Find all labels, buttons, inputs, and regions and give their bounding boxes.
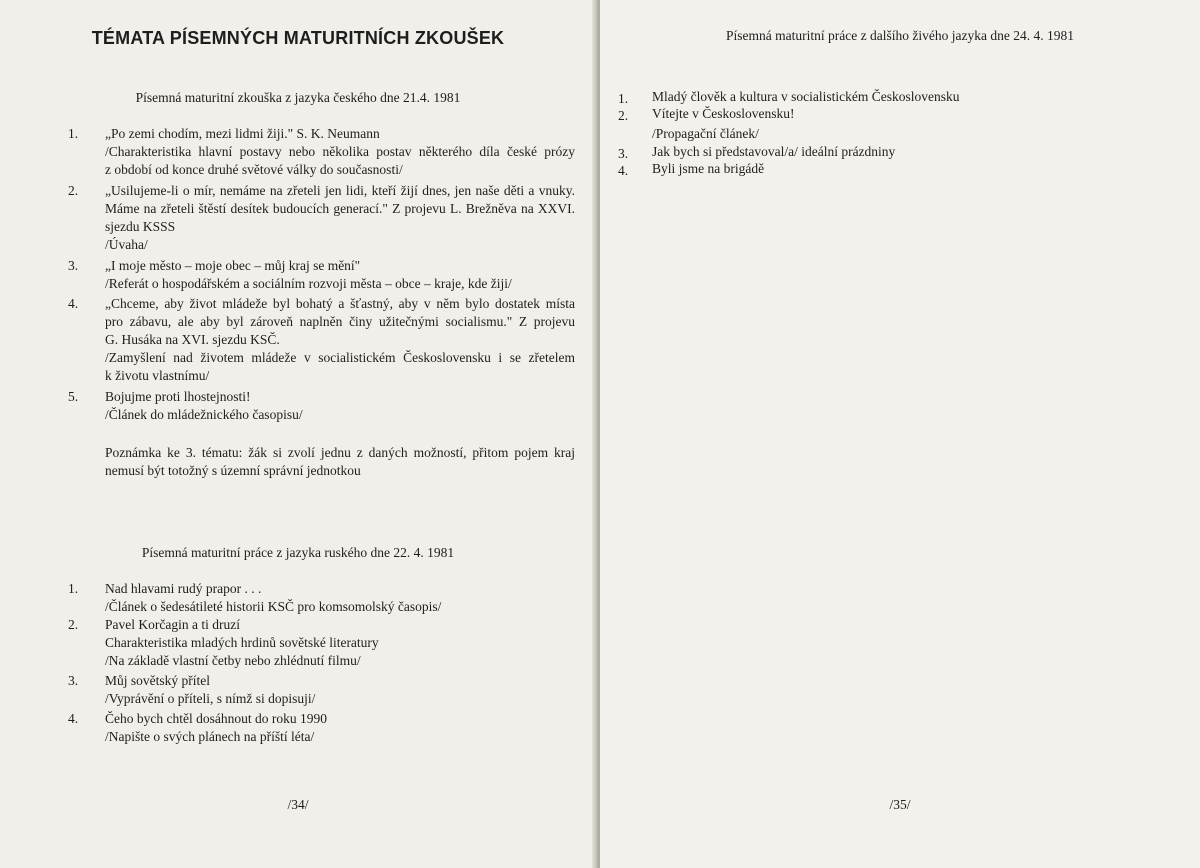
- item-number: 3.: [618, 146, 629, 161]
- topic-line: „I moje město – moje obec – můj kraj se mění": [105, 258, 361, 273]
- item-number: 4.: [618, 163, 629, 178]
- czech-topic-3: [105, 257, 575, 293]
- russian-exam-heading: Písemná maturitní práce z jazyka ruského dne 22. 4. 1981: [141, 545, 455, 560]
- topic-line: Čeho bych chtěl dosáhnout do roku 1990: [105, 711, 327, 726]
- item-number: 3.: [68, 258, 79, 273]
- item-number: 3.: [68, 673, 79, 688]
- topic-note: [105, 444, 575, 480]
- note-line: nemusí být totožný s územní správní jednotkou: [105, 463, 361, 478]
- topic-line: G. Husáka na XVI. sjezdu KSČ.: [105, 332, 280, 347]
- topic-line: Bojujme proti lhostejnosti!: [105, 389, 251, 404]
- topic-line: /Článek o šedesátileté historii KSČ pro komsomolský časopis/: [105, 599, 442, 614]
- topic-line: /Úvaha/: [105, 237, 148, 252]
- page-number-right: /35/: [889, 797, 911, 812]
- topic-line: sjezdu KSSS: [105, 219, 176, 234]
- left-page: [0, 0, 596, 868]
- page-number-left: /34/: [287, 797, 309, 812]
- item-number: 4.: [68, 296, 79, 311]
- topic-line: k životu vlastnímu/: [105, 368, 210, 383]
- topic-line: Nad hlavami rudý prapor . . .: [105, 581, 262, 596]
- other-topic-4: [652, 160, 1152, 178]
- topic-line: Charakteristika mladých hrdinů sovětské literatury: [105, 635, 379, 650]
- topic-line: Můj sovětský přítel: [105, 673, 210, 688]
- russian-topic-3: [105, 672, 575, 708]
- russian-topic-2: [105, 616, 575, 670]
- czech-exam-heading: Písemná maturitní zkouška z jazyka českého dne 21.4. 1981: [135, 90, 461, 105]
- other-topic-3: [652, 143, 1152, 161]
- topic-line: /Charakteristika hlavní postavy nebo několika postav některého díla české prózy: [105, 144, 575, 159]
- topic-line: /Propagační článek/: [652, 126, 759, 141]
- item-number: 1.: [68, 581, 79, 596]
- item-number: 1.: [618, 91, 629, 106]
- topic-line: /Na základě vlastní četby nebo zhlédnutí filmu/: [105, 653, 361, 668]
- topic-line: „Chceme, aby život mládeže byl bohatý a šťastný, aby v něm bylo dostatek místa: [105, 296, 575, 311]
- other-topic-2: [652, 105, 1152, 143]
- right-page: [600, 0, 1200, 868]
- topic-line: /Napište o svých plánech na příští léta/: [105, 729, 315, 744]
- topic-line: Mladý člověk a kultura v socialistickém Československu: [652, 89, 960, 104]
- other-topic-1: [652, 88, 1152, 106]
- item-number: 2.: [618, 108, 629, 123]
- item-number: 4.: [68, 711, 79, 726]
- note-line: Poznámka ke 3. tématu: žák si zvolí jednu z daných možností, přitom pojem kraj: [105, 445, 575, 460]
- czech-topic-4: [105, 295, 575, 385]
- item-number: 2.: [68, 617, 79, 632]
- page-title: TÉMATA PÍSEMNÝCH MATURITNÍCH ZKOUŠEK: [91, 28, 505, 48]
- item-number: 2.: [68, 183, 79, 198]
- russian-topic-4: [105, 710, 575, 746]
- item-number: 5.: [68, 389, 79, 404]
- topic-line: Máme na zřeteli štěstí desítek budoucích generací." Z projevu L. Brežněva na XXVI.: [105, 201, 575, 216]
- topic-line: Pavel Korčagin a ti druzí: [105, 617, 240, 632]
- topic-line: „Po zemi chodím, mezi lidmi žiji." S. K. Neumann: [105, 126, 380, 141]
- topic-line: /Zamyšlení nad životem mládeže v socialistickém Československu i se zřetelem: [105, 350, 575, 365]
- item-number: 1.: [68, 126, 79, 141]
- czech-topic-5: [105, 388, 575, 424]
- czech-topic-1: [105, 125, 575, 179]
- topic-line: Vítejte v Československu!: [652, 106, 795, 121]
- topic-line: Jak bych si představoval/a/ ideální prázdniny: [652, 144, 896, 159]
- russian-topic-1: [105, 580, 575, 616]
- topic-line: „Usilujeme-li o mír, nemáme na zřeteli jen lidi, kteří žijí dnes, jen naše děti a vnuky.: [105, 183, 575, 198]
- topic-line: /Vyprávění o příteli, s nímž si dopisuji/: [105, 691, 316, 706]
- other-language-exam-heading: Písemná maturitní práce z dalšího živého jazyka dne 24. 4. 1981: [726, 28, 1074, 43]
- topic-line: Byli jsme na brigádě: [652, 161, 765, 176]
- topic-line: z období od konce druhé světové války do současnosti/: [105, 162, 403, 177]
- czech-topic-2: [105, 182, 575, 254]
- topic-line: pro zábavu, ale aby byl zároveň naplněn činy užitečnými socialismu." Z projevu: [105, 314, 575, 329]
- topic-line: /Článek do mládežnického časopisu/: [105, 407, 303, 422]
- topic-line: /Referát o hospodářském a sociálním rozvoji města – obce – kraje, kde žiji/: [105, 276, 512, 291]
